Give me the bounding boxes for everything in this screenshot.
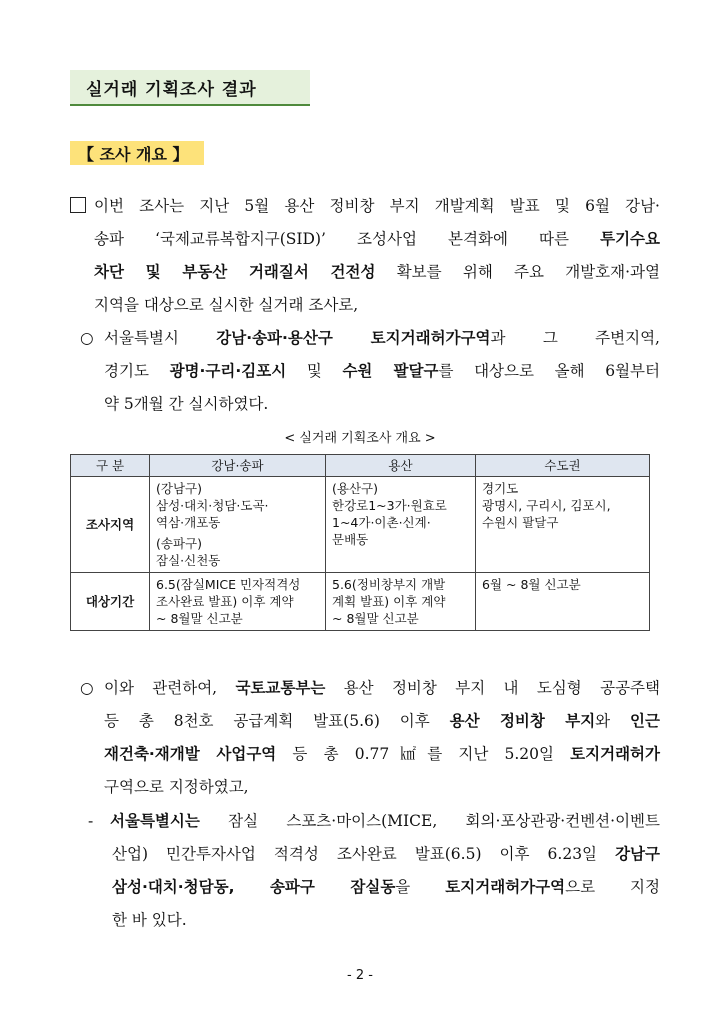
- paragraph-overview: [70, 190, 660, 322]
- table-header-cell: 구 분: [71, 455, 150, 477]
- overview-line-4: 지역을 대상으로 실시한 실거래 조사로,: [94, 296, 359, 314]
- table-header-row: [71, 455, 650, 477]
- table-header-cell: 용산: [326, 455, 476, 477]
- regions-line-3: 약 5개월 간 실시하였다.: [104, 395, 269, 413]
- page-title-text: 실거래 기획조사 결과: [86, 79, 257, 100]
- section-heading: [70, 141, 204, 165]
- table-caption: < 실거래 기획조사 개요 >: [284, 431, 436, 446]
- table-cell: (용산구) 한강로1~3가·원효로 1~4가·이촌·신계· 문배동: [326, 477, 476, 573]
- overview-line-2: 송파 ‘국제교류복합지구(SID)’ 조성사업 본격화에 따른 투기수요: [94, 230, 660, 248]
- molit-line-2: 등 총 8천호 공급계획 발표(5.6) 이후 용산 정비창 부지와 인근: [104, 712, 660, 730]
- row-label: 조사지역: [71, 477, 150, 573]
- table-cell: 경기도 광명시, 구리시, 김포시, 수원시 팔달구: [476, 477, 650, 573]
- seoul-line-3: 삼성·대치·청담동, 송파구 잠실동을 토지거래허가구역으로 지정: [112, 878, 661, 896]
- paragraph-seoul: [88, 805, 660, 937]
- table-cell: 6.5(잠실MICE 민자적격성 조사완료 발표) 이후 계약 ~ 8월말 신고분: [150, 573, 326, 631]
- table-header-cell: 수도권: [476, 455, 650, 477]
- table-cell: 5.6(정비창부지 개발 계획 발표) 이후 계약 ~ 8월말 신고분: [326, 573, 476, 631]
- table-cell: (강남구) 삼성·대치·청담·도곡· 역삼·개포동 (송파구) 잠실·신천동: [150, 477, 326, 573]
- bullet-circle-icon: ○: [80, 679, 94, 697]
- table-row: [71, 477, 650, 573]
- table-cell: 6월 ~ 8월 신고분: [476, 573, 650, 631]
- table-row: [71, 573, 650, 631]
- seoul-line-4: 한 바 있다.: [112, 911, 187, 929]
- paragraph-regions: [80, 322, 660, 421]
- section-heading-text: 【 조사 개요 】: [78, 144, 189, 164]
- molit-line-4: 구역으로 지정하였고,: [104, 778, 249, 796]
- molit-line-1: ○ 이와 관련하여, 국토교통부는 용산 정비창 부지 내 도심형 공공주택: [80, 672, 660, 705]
- paragraph-molit: [80, 672, 660, 804]
- overview-line-3: 차단 및 부동산 거래질서 건전성 확보를 위해 주요 개발호재·과열: [94, 263, 660, 281]
- overview-line-1: 이번 조사는 지난 5월 용산 정비창 부지 개발계획 발표 및 6월 강남·: [70, 190, 660, 223]
- page-number: - 2 -: [347, 968, 373, 983]
- row-label: 대상기간: [71, 573, 150, 631]
- survey-overview-table: [70, 454, 650, 631]
- molit-line-3: 재건축·재개발 사업구역 등 총 0.77㎢를 지난 5.20일 토지거래허가: [104, 745, 660, 763]
- checkbox-square-icon: [70, 197, 86, 213]
- seoul-line-1: - 서울특별시는 잠실 스포츠·마이스(MICE, 회의·포상관광·컨벤션·이벤트: [88, 805, 660, 838]
- table-header-cell: 강남·송파: [150, 455, 326, 477]
- page-title: [70, 70, 310, 106]
- seoul-line-2: 산업) 민간투자사업 적격성 조사완료 발표(6.5) 이후 6.23일 강남구: [112, 845, 660, 863]
- bullet-dash-icon: -: [88, 812, 94, 830]
- regions-line-1: ○ 서울특별시 강남·송파·용산구 토지거래허가구역과 그 주변지역,: [80, 322, 660, 355]
- regions-line-2: 경기도 광명·구리·김포시 및 수원 팔달구를 대상으로 올해 6월부터: [104, 362, 661, 380]
- bullet-circle-icon: ○: [80, 329, 94, 347]
